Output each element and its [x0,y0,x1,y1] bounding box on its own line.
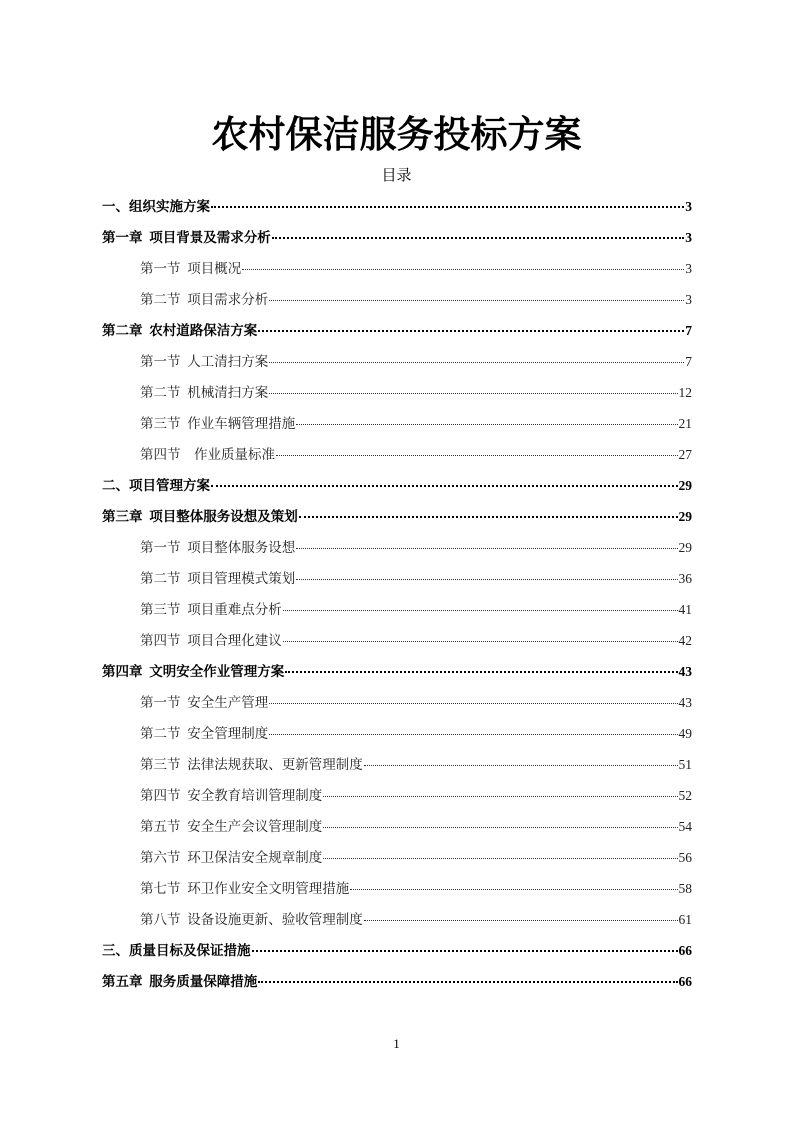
toc-entry[interactable] [102,842,692,873]
toc-entry[interactable] [102,873,692,904]
toc-entry-page: 66 [678,974,692,989]
toc-entry[interactable] [102,222,692,253]
dot-leader [269,393,677,394]
toc-entry-label: 三、质量目标及保证措施 [102,943,251,958]
dot-leader [269,703,677,704]
toc-entry-label: 第四节 项目合理化建议 [140,633,282,648]
toc-entry[interactable] [102,966,692,997]
toc-entry-label: 第四节 作业质量标准 [140,447,275,462]
toc-entry[interactable] [102,439,692,470]
toc-entry-label: 第五章 服务质量保障措施 [102,974,258,989]
dot-leader [296,424,677,425]
toc-entry-page: 56 [678,850,692,865]
toc-entry-label: 第二节 项目需求分析 [140,292,269,307]
dot-leader [269,362,684,363]
toc-heading: 目录 [381,168,412,184]
toc-entry[interactable] [102,346,692,377]
toc-entry[interactable] [102,191,692,222]
toc-entry[interactable] [102,904,692,935]
toc-entry[interactable] [102,749,692,780]
toc-entry[interactable] [102,780,692,811]
dot-leader [242,269,684,270]
toc-entry-page: 49 [678,726,692,741]
toc-entry-page: 12 [678,385,692,400]
dot-leader [364,765,678,766]
toc-entry-page: 43 [678,695,692,710]
dot-leader [296,548,677,549]
toc-entry[interactable] [102,811,692,842]
toc-entry[interactable] [102,625,692,656]
toc-entry-label: 第一章 项目背景及需求分析 [102,230,271,245]
toc-entry-label: 第八节 设备设施更新、验收管理制度 [140,912,363,927]
toc-entry[interactable] [102,718,692,749]
toc-entry-page: 3 [685,292,692,307]
toc-entry[interactable] [102,470,692,501]
toc-entry-page: 51 [678,757,692,772]
toc-entry-label: 第三节 法律法规获取、更新管理制度 [140,757,363,772]
toc-entry-page: 61 [678,912,692,927]
dot-leader [283,610,678,611]
toc-entry-page: 36 [678,571,692,586]
page-number: 1 [393,1036,400,1051]
toc-entry[interactable] [102,594,692,625]
toc-entry-label: 第一节 安全生产管理 [140,695,269,710]
toc-entry-label: 第二章 农村道路保洁方案 [102,323,258,338]
dot-leader [323,858,677,859]
toc-entry-label: 第二节 项目管理模式策划 [140,571,296,586]
toc-entry-label: 第四节 安全教育培训管理制度 [140,788,323,803]
dot-leader [269,734,677,735]
dot-leader [323,827,677,828]
toc-entry-page: 58 [678,881,692,896]
toc-entry-label: 第一节 项目概况 [140,261,242,276]
toc-entry-page: 41 [678,602,692,617]
toc-entry-page: 66 [678,943,692,958]
toc-entry-page: 54 [678,819,692,834]
toc-entry-page: 29 [678,540,692,555]
dot-leader [258,981,677,983]
toc-entry[interactable] [102,532,692,563]
toc-entry-page: 7 [685,323,692,338]
toc-entry-page: 7 [685,354,692,369]
toc-entry-page: 29 [678,509,692,524]
toc-entry[interactable] [102,377,692,408]
toc-entry[interactable] [102,563,692,594]
toc-entry-label: 第六节 环卫保洁安全规章制度 [140,850,323,865]
dot-leader [285,671,677,673]
toc-entry-page: 29 [678,478,692,493]
toc-entry[interactable] [102,935,692,966]
toc-entry-label: 第一节 项目整体服务设想 [140,540,296,555]
dot-leader [252,950,678,952]
toc-entry[interactable] [102,253,692,284]
toc-entry-page: 3 [685,230,692,245]
table-of-contents [102,191,692,997]
toc-entry-label: 一、组织实施方案 [102,199,210,214]
toc-entry-label: 第二节 机械清扫方案 [140,385,269,400]
toc-entry-page: 42 [678,633,692,648]
toc-entry-label: 第七节 环卫作业安全文明管理措施 [140,881,350,896]
toc-entry-label: 第三节 项目重难点分析 [140,602,282,617]
toc-entry-label: 第二节 安全管理制度 [140,726,269,741]
toc-entry-label: 第三章 项目整体服务设想及策划 [102,509,298,524]
dot-leader [283,641,678,642]
toc-entry[interactable] [102,687,692,718]
dot-leader [296,579,677,580]
dot-leader [299,516,678,518]
dot-leader [276,455,678,456]
dot-leader [211,206,684,208]
toc-entry-label: 二、项目管理方案 [102,478,210,493]
toc-entry[interactable] [102,501,692,532]
document-title: 农村保洁服务投标方案 [211,113,582,156]
toc-entry[interactable] [102,315,692,346]
toc-entry-page: 52 [678,788,692,803]
dot-leader [211,485,678,487]
toc-entry-label: 第三节 作业车辆管理措施 [140,416,296,431]
dot-leader [323,796,677,797]
toc-entry-label: 第五节 安全生产会议管理制度 [140,819,323,834]
toc-entry[interactable] [102,408,692,439]
dot-leader [350,889,677,890]
dot-leader [258,330,684,332]
toc-entry-page: 21 [678,416,692,431]
toc-entry-label: 第一节 人工清扫方案 [140,354,269,369]
toc-entry-page: 27 [678,447,692,462]
dot-leader [364,920,678,921]
toc-entry[interactable] [102,284,692,315]
toc-entry-label: 第四章 文明安全作业管理方案 [102,664,285,679]
toc-entry[interactable] [102,656,692,687]
dot-leader [269,300,684,301]
dot-leader [272,237,685,239]
toc-entry-page: 3 [685,199,692,214]
toc-entry-page: 3 [685,261,692,276]
toc-entry-page: 43 [678,664,692,679]
